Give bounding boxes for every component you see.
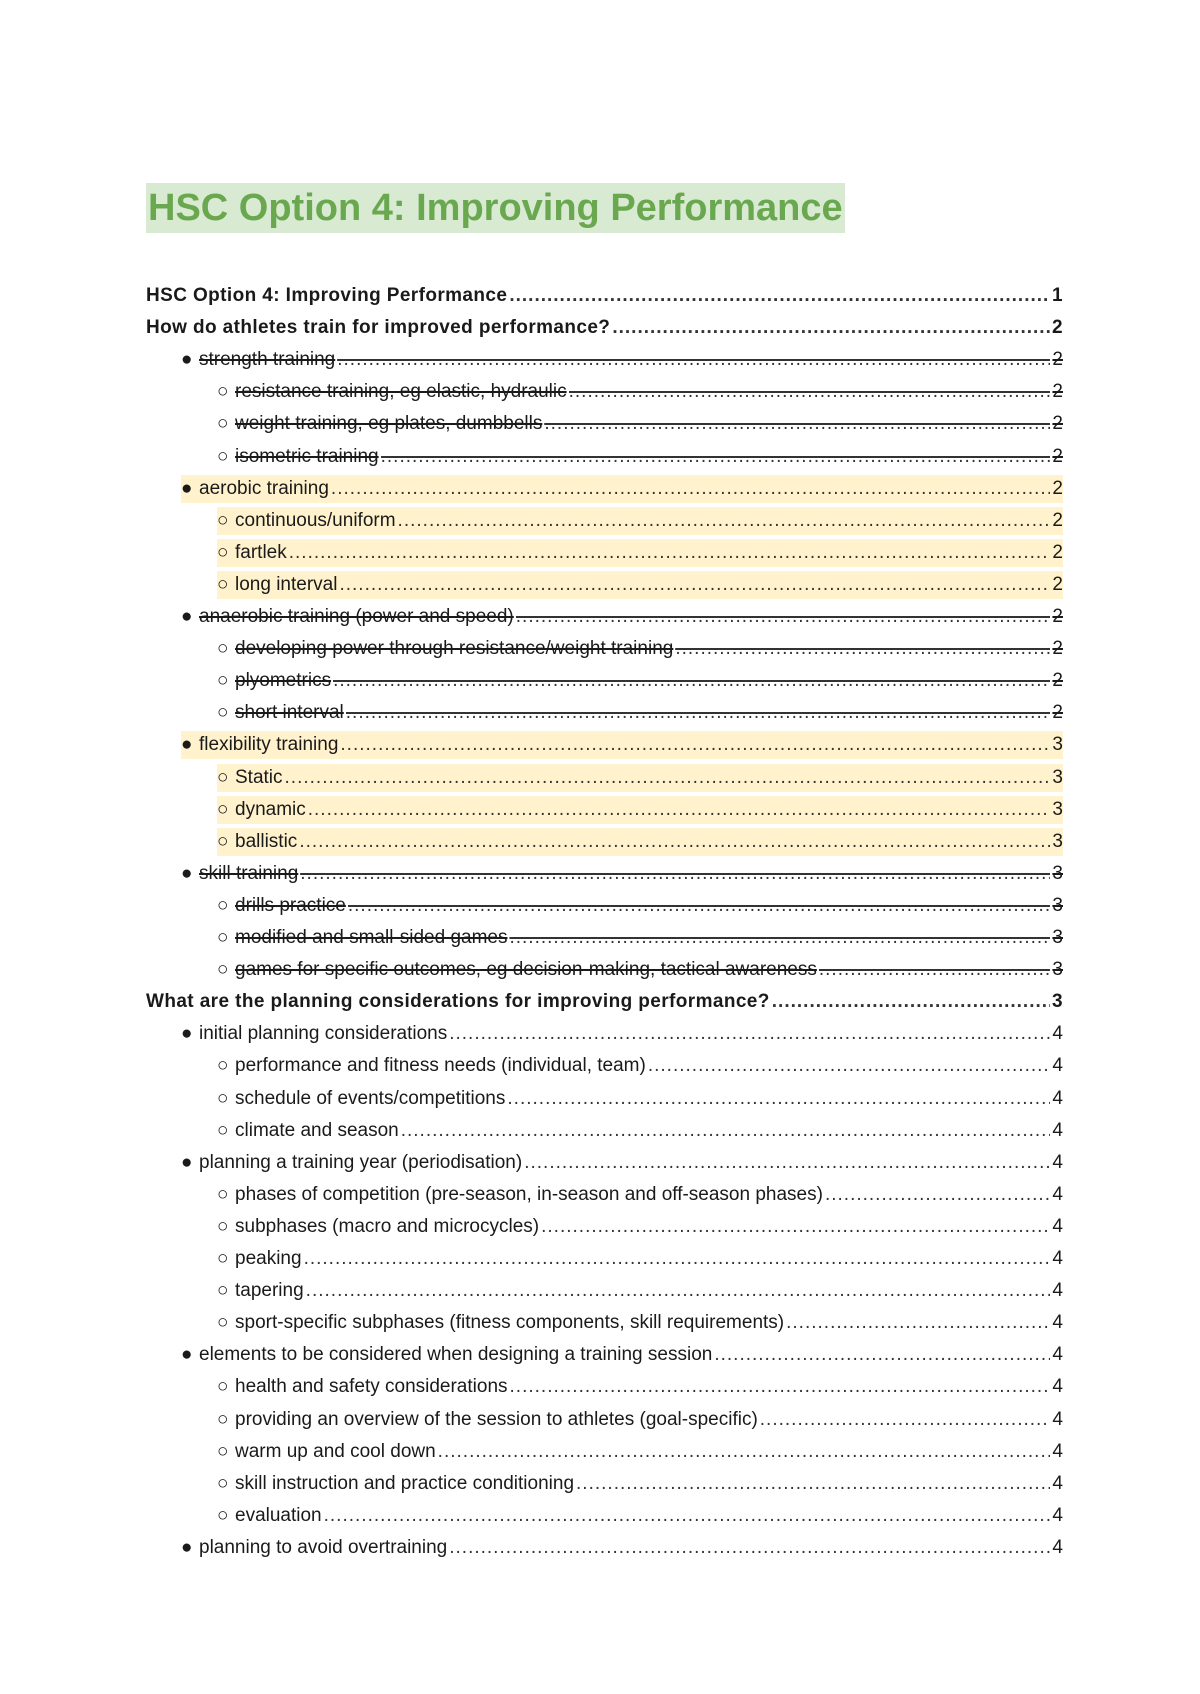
toc-entry-text: tapering: [235, 1280, 304, 1302]
toc-entry[interactable]: [217, 956, 1063, 984]
toc-entry-label: [217, 443, 379, 471]
toc-entry-text: initial planning considerations: [199, 1023, 448, 1045]
toc-entry[interactable]: [217, 1052, 1063, 1080]
hollow-bullet-icon: ○: [217, 573, 229, 595]
toc-entry-text: providing an overview of the session to athletes (goal-specific): [235, 1408, 758, 1430]
toc-entry-label: [181, 1534, 447, 1562]
toc-dot-leader: [544, 410, 1050, 438]
toc-entry[interactable]: [181, 1341, 1063, 1369]
toc-dot-leader: [612, 314, 1050, 342]
toc-page-number: 2: [1052, 445, 1063, 467]
toc-entry[interactable]: [146, 988, 1063, 1016]
toc-entry-label: [217, 892, 346, 920]
toc-dot-leader: [569, 378, 1051, 406]
toc-entry[interactable]: [181, 731, 1063, 759]
toc-entry-text: weight training, eg plates, dumbbells: [235, 413, 543, 435]
toc-entry[interactable]: [217, 443, 1063, 471]
toc-page-number: 2: [1052, 670, 1063, 692]
toc-entry-text: dynamic: [235, 798, 306, 820]
toc-entry[interactable]: [217, 1117, 1063, 1145]
toc-dot-leader: [339, 571, 1050, 599]
toc-page-number: 3: [1052, 862, 1063, 884]
toc-page-number: 2: [1052, 477, 1063, 499]
toc-page-number: 3: [1052, 959, 1063, 981]
toc-page-number: 4: [1052, 1408, 1063, 1430]
toc-entry-label: [181, 731, 338, 759]
document-title: HSC Option 4: Improving Performance: [146, 183, 845, 233]
toc-entry[interactable]: [181, 1534, 1063, 1562]
toc-entry-text: aerobic training: [199, 477, 329, 499]
toc-entry-text: flexibility training: [199, 734, 339, 756]
toc-dot-leader: [576, 1470, 1050, 1498]
toc-page-number: 2: [1052, 509, 1063, 531]
hollow-bullet-icon: ○: [217, 830, 229, 852]
toc-page-number: 4: [1052, 1183, 1063, 1205]
toc-dot-leader: [401, 1117, 1051, 1145]
toc-dot-leader: [524, 1149, 1050, 1177]
toc-dot-leader: [346, 699, 1051, 727]
toc-entry-text: planning to avoid overtraining: [199, 1536, 448, 1558]
toc-dot-leader: [381, 443, 1051, 471]
toc-dot-leader: [675, 635, 1050, 663]
toc-entry-text: long interval: [235, 573, 338, 595]
toc-entry[interactable]: [217, 1373, 1063, 1401]
toc-entry-text: evaluation: [235, 1504, 322, 1526]
toc-entry-label: [217, 571, 337, 599]
toc-entry-label: [181, 603, 514, 631]
toc-entry-label: [217, 378, 567, 406]
toc-entry[interactable]: [217, 539, 1063, 567]
toc-dot-leader: [714, 1341, 1050, 1369]
toc-entry[interactable]: [217, 1502, 1063, 1530]
toc-entry-label: [217, 410, 542, 438]
hollow-bullet-icon: ○: [217, 445, 229, 467]
toc-page-number: 4: [1052, 1055, 1063, 1077]
toc-entry-label: [217, 667, 331, 695]
toc-entry[interactable]: [217, 1213, 1063, 1241]
toc-entry-label: [217, 699, 344, 727]
filled-bullet-icon: ●: [181, 477, 193, 499]
toc-page-number: 4: [1052, 1023, 1063, 1045]
toc-page-number: 4: [1052, 1536, 1063, 1558]
toc-dot-leader: [348, 892, 1051, 920]
hollow-bullet-icon: ○: [217, 1376, 229, 1398]
hollow-bullet-icon: ○: [217, 959, 229, 981]
toc-entry[interactable]: [146, 282, 1063, 310]
toc-page-number: 3: [1052, 798, 1063, 820]
filled-bullet-icon: ●: [181, 1023, 193, 1045]
toc-page-number: 2: [1052, 541, 1063, 563]
toc-entry[interactable]: [181, 346, 1063, 374]
toc-entry-label: [181, 1020, 447, 1048]
toc-entry[interactable]: [217, 507, 1063, 535]
hollow-bullet-icon: ○: [217, 894, 229, 916]
toc-entry[interactable]: [181, 603, 1063, 631]
toc-entry[interactable]: [217, 892, 1063, 920]
toc-page-number: 3: [1052, 766, 1063, 788]
toc-page-number: 2: [1052, 381, 1063, 403]
toc-entry-label: [146, 282, 507, 310]
toc-page-number: 4: [1052, 1376, 1063, 1398]
toc-dot-leader: [510, 1373, 1051, 1401]
filled-bullet-icon: ●: [181, 734, 193, 756]
toc-entry-label: [217, 507, 396, 535]
toc-entry-label: [181, 346, 335, 374]
toc-entry-text: skill training: [199, 862, 299, 884]
toc-entry-label: [217, 1438, 436, 1466]
hollow-bullet-icon: ○: [217, 766, 229, 788]
toc-entry-label: [217, 924, 507, 952]
hollow-bullet-icon: ○: [217, 1215, 229, 1237]
toc-dot-leader: [786, 1309, 1050, 1337]
hollow-bullet-icon: ○: [217, 1119, 229, 1141]
toc-entry-text: Static: [235, 766, 283, 788]
toc-entry-label: [217, 1470, 574, 1498]
toc-entry-text: fartlek: [235, 541, 287, 563]
toc-entry[interactable]: [217, 699, 1063, 727]
toc-entry-text: strength training: [199, 349, 336, 371]
toc-entry[interactable]: [181, 1020, 1063, 1048]
toc-dot-leader: [772, 988, 1050, 1016]
toc-dot-leader: [648, 1052, 1051, 1080]
toc-entry-text: planning a training year (periodisation): [199, 1151, 523, 1173]
toc-page-number: 2: [1052, 702, 1063, 724]
toc-entry-label: [217, 1181, 823, 1209]
toc-entry-text: games for specific outcomes, eg decision-making, tactical awareness: [235, 959, 817, 981]
toc-dot-leader: [331, 475, 1051, 503]
toc-page-number: 4: [1052, 1215, 1063, 1237]
toc-entry-label: [181, 860, 298, 888]
filled-bullet-icon: ●: [181, 1536, 193, 1558]
toc-entry[interactable]: [217, 1181, 1063, 1209]
toc-page-number: 4: [1052, 1248, 1063, 1269]
toc-entry-label: [217, 635, 673, 663]
toc-entry-text: developing power through resistance/weight training: [235, 638, 674, 660]
toc-entry-label: [217, 1085, 505, 1113]
toc-entry-text: health and safety considerations: [235, 1376, 508, 1398]
toc-page-number: 3: [1052, 894, 1063, 916]
toc-entry-label: [217, 828, 297, 856]
toc-dot-leader: [308, 796, 1051, 824]
toc-page-number: 4: [1052, 1119, 1063, 1141]
toc-page-number: 2: [1052, 317, 1063, 339]
toc-page-number: 4: [1052, 1504, 1063, 1526]
toc-dot-leader: [516, 603, 1051, 631]
hollow-bullet-icon: ○: [217, 413, 229, 435]
hollow-bullet-icon: ○: [217, 1183, 229, 1205]
toc-entry-label: [217, 1309, 784, 1337]
toc-entry-text: climate and season: [235, 1119, 399, 1141]
filled-bullet-icon: ●: [181, 1344, 193, 1366]
toc-page-number: 4: [1052, 1344, 1063, 1366]
toc-entry-label: [217, 539, 287, 567]
toc-entry[interactable]: [181, 1149, 1063, 1177]
toc-entry[interactable]: [181, 860, 1063, 888]
toc-entry[interactable]: [217, 1245, 1063, 1273]
toc-entry-text: elements to be considered when designing a training session: [199, 1344, 713, 1366]
hollow-bullet-icon: ○: [217, 1504, 229, 1526]
hollow-bullet-icon: ○: [217, 1408, 229, 1430]
toc-entry[interactable]: [217, 828, 1063, 856]
hollow-bullet-icon: ○: [217, 927, 229, 948]
toc-entry[interactable]: [217, 410, 1063, 438]
toc-entry-label: [217, 1373, 508, 1401]
toc-page-number: 3: [1052, 927, 1063, 948]
toc-entry-text: short interval: [235, 702, 344, 724]
hollow-bullet-icon: ○: [217, 1055, 229, 1077]
toc-entry-label: [217, 1406, 758, 1434]
toc-entry-label: [181, 1149, 522, 1177]
toc-page-number: 2: [1052, 413, 1063, 435]
toc-entry[interactable]: [181, 475, 1063, 503]
toc-entry-label: [217, 764, 283, 792]
filled-bullet-icon: ●: [181, 606, 193, 627]
toc-dot-leader: [340, 731, 1050, 759]
toc-entry-text: continuous/uniform: [235, 509, 396, 531]
toc-dot-leader: [285, 764, 1051, 792]
toc-entry-text: warm up and cool down: [235, 1440, 436, 1462]
toc-entry-text: subphases (macro and microcycles): [235, 1215, 540, 1237]
toc-entry-text: resistance training, eg elastic, hydraulic: [235, 381, 567, 403]
toc-entry-text: ballistic: [235, 830, 298, 852]
toc-entry-text: How do athletes train for improved performance?: [146, 317, 611, 339]
toc-dot-leader: [825, 1181, 1050, 1209]
hollow-bullet-icon: ○: [217, 541, 229, 563]
toc-dot-leader: [324, 1502, 1051, 1530]
toc-dot-leader: [449, 1020, 1050, 1048]
toc-entry[interactable]: [217, 571, 1063, 599]
hollow-bullet-icon: ○: [217, 1472, 229, 1494]
hollow-bullet-icon: ○: [217, 798, 229, 820]
toc-entry[interactable]: [217, 1309, 1063, 1337]
hollow-bullet-icon: ○: [217, 1248, 229, 1269]
toc-entry[interactable]: [146, 314, 1063, 342]
toc-entry-label: [217, 1117, 399, 1145]
toc-page-number: 4: [1052, 1440, 1063, 1462]
toc-dot-leader: [760, 1406, 1051, 1434]
hollow-bullet-icon: ○: [217, 670, 229, 692]
filled-bullet-icon: ●: [181, 349, 193, 371]
toc-entry-text: drills practice: [235, 894, 346, 916]
toc-entry-text: HSC Option 4: Improving Performance: [146, 285, 508, 306]
toc-entry-label: [217, 1052, 646, 1080]
toc-entry-label: [217, 1213, 539, 1241]
toc-entry-text: sport-specific subphases (fitness components, skill requirements): [235, 1312, 785, 1334]
toc-entry[interactable]: [217, 924, 1063, 952]
toc-dot-leader: [289, 539, 1051, 567]
toc-dot-leader: [337, 346, 1050, 374]
toc-page-number: 3: [1052, 991, 1063, 1013]
toc-dot-leader: [299, 828, 1050, 856]
hollow-bullet-icon: ○: [217, 381, 229, 403]
toc-entry-label: [146, 314, 610, 342]
toc-entry-text: skill instruction and practice conditioning: [235, 1472, 575, 1494]
toc-page-number: 2: [1052, 606, 1063, 627]
toc-entry[interactable]: [217, 667, 1063, 695]
toc-dot-leader: [333, 667, 1050, 695]
toc-page-number: 3: [1052, 734, 1063, 756]
toc-page-number: 4: [1052, 1087, 1063, 1109]
toc-entry-label: [217, 956, 817, 984]
toc-entry[interactable]: [217, 1470, 1063, 1498]
toc-entry[interactable]: [217, 1406, 1063, 1434]
toc-dot-leader: [438, 1438, 1051, 1466]
toc-page-number: 4: [1052, 1312, 1063, 1334]
toc-entry-text: isometric training: [235, 445, 379, 467]
toc-dot-leader: [398, 507, 1051, 535]
toc-entry-text: peaking: [235, 1248, 302, 1269]
toc-page-number: 4: [1052, 1280, 1063, 1302]
toc-entry-label: [217, 1502, 322, 1530]
toc-page-number: 4: [1052, 1151, 1063, 1173]
toc-entry-label: [181, 1341, 712, 1369]
toc-dot-leader: [507, 1085, 1050, 1113]
toc-page-number: 2: [1052, 349, 1063, 371]
toc-dot-leader: [449, 1534, 1050, 1562]
toc-entry-text: What are the planning considerations for improving performance?: [146, 991, 770, 1013]
hollow-bullet-icon: ○: [217, 1280, 229, 1302]
toc-entry[interactable]: [217, 764, 1063, 792]
toc-entry-text: anaerobic training (power and speed): [199, 606, 514, 627]
toc-entry-label: [146, 988, 770, 1016]
toc-dot-leader: [304, 1245, 1051, 1273]
toc-entry-label: [217, 796, 306, 824]
toc-entry-text: schedule of events/competitions: [235, 1087, 506, 1109]
toc-entry-label: [217, 1277, 304, 1305]
toc-page-number: 4: [1052, 1472, 1063, 1494]
hollow-bullet-icon: ○: [217, 702, 229, 724]
toc-dot-leader: [300, 860, 1050, 888]
toc-entry[interactable]: [217, 635, 1063, 663]
toc-dot-leader: [819, 956, 1051, 984]
toc-page-number: 2: [1052, 638, 1063, 660]
toc-entry[interactable]: [217, 1438, 1063, 1466]
filled-bullet-icon: ●: [181, 1151, 193, 1173]
hollow-bullet-icon: ○: [217, 638, 229, 660]
toc-page-number: 3: [1052, 830, 1063, 852]
toc-entry-label: [217, 1245, 302, 1273]
toc-dot-leader: [541, 1213, 1050, 1241]
toc-page-number: 1: [1052, 285, 1063, 306]
toc-dot-leader: [509, 282, 1050, 310]
toc-entry-text: performance and fitness needs (individual, team): [235, 1055, 646, 1077]
toc-entry[interactable]: [217, 1277, 1063, 1305]
toc-dot-leader: [509, 924, 1050, 952]
filled-bullet-icon: ●: [181, 862, 193, 884]
hollow-bullet-icon: ○: [217, 509, 229, 531]
hollow-bullet-icon: ○: [217, 1087, 229, 1109]
toc-entry-text: phases of competition (pre-season, in-season and off-season phases): [235, 1183, 823, 1205]
hollow-bullet-icon: ○: [217, 1312, 229, 1334]
toc-entry[interactable]: [217, 796, 1063, 824]
toc-entry-label: [181, 475, 329, 503]
toc-entry-text: plyometrics: [235, 670, 332, 692]
toc-entry-text: modified and small-sided games: [235, 927, 508, 948]
hollow-bullet-icon: ○: [217, 1440, 229, 1462]
toc-dot-leader: [306, 1277, 1051, 1305]
toc-page-number: 2: [1052, 573, 1063, 595]
toc-entry[interactable]: [217, 1085, 1063, 1113]
toc-entry[interactable]: [217, 378, 1063, 406]
